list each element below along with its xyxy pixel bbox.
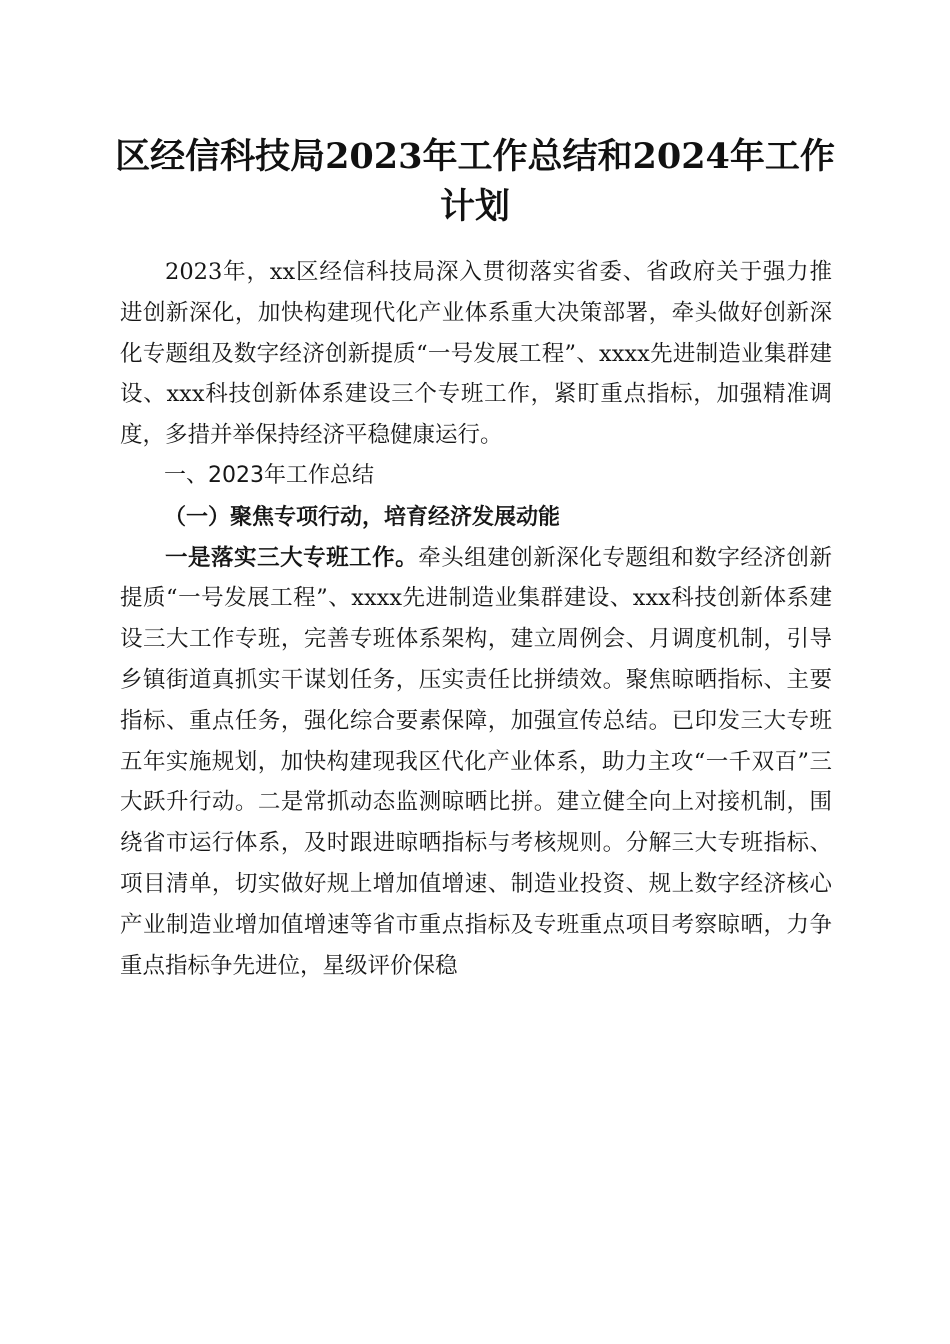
subsection-heading: （一）聚焦专项行动，培育经济发展动能 [164,503,561,530]
paragraph-text: 牵头组建创新深化专题组和数字经济创新提质“一号发展工程”、xxxx先进制造业集群建设、xxx科技创新体系建设三大工作专班，完善专班体系架构，建立周例会、月调度机制，引导乡镇街道真抓实干谋划任务，压实责任比拼绩效。聚焦晾晒指标、主要指标、重点任务，强化综合要素保障，加强宣传总结。已印发三大专班五年实施规划，加快构建现我区代化产业体系，助力主攻“一千双百”三大跃升行动。二是常抓动态监测晾晒比拼。建立健全向上对接机制，围绕省市运行体系，及时跟进晾晒指标与考核规则。分解三大专班指标、项目清单，切实做好规上增加值增速、制造业投资、规上数字经济核心产业制造业增加值增速等省市重点指标及专班重点项目考察晾晒，力争重点指标争先进位，星级评价保稳 [120,544,832,979]
intro-paragraph: 2023年，xx区经信科技局深入贯彻落实省委、省政府关于强力推进创新深化，加快构建现代化产业体系重大决策部署，牵头做好创新深化专题组及数字经济创新提质“一号发展工程”、xxxx先进制造业集群建设、xxx科技创新体系建设三个专班工作，紧盯重点指标，加强精准调度，多措并举保持经济平稳健康运行。 [120,259,832,449]
body-paragraph [120,538,832,987]
title-line-1: 区经信科技局2023年工作总结和2024年工作 [115,136,835,177]
title-line-2: 计划 [439,186,510,227]
document-body [120,252,832,986]
paragraph-lead: 一是落实三大专班工作。 [165,544,419,571]
section-heading: 一、2023年工作总结 [164,462,374,488]
document-title [100,132,850,232]
